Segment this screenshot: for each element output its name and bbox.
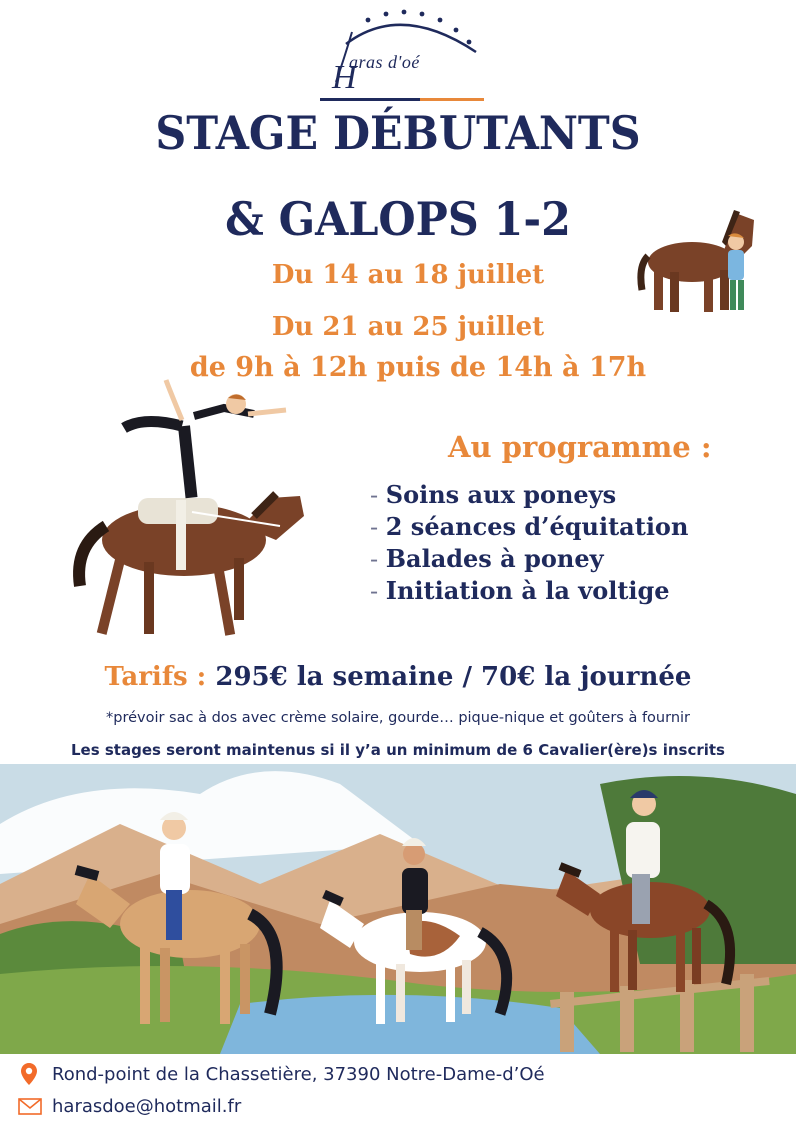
riding-scene-illustration: [0, 764, 796, 1054]
program-item: - Soins aux poneys: [370, 480, 617, 509]
logo-text: aras d'oé: [349, 52, 420, 72]
minimum-notice: Les stages seront maintenus si il y’a un minimum de 6 Cavalier(ère)s inscrits: [71, 741, 725, 759]
date-period-1: Du 14 au 18 juillet: [271, 260, 545, 290]
pricing: [0, 662, 796, 692]
logo-initial: H: [332, 59, 357, 96]
location-pin-icon: [20, 1062, 38, 1086]
pricing-value: 295€ la semaine / 70€ la journée: [215, 662, 692, 692]
vaulting-illustration: [64, 376, 316, 648]
hours: de 9h à 12h puis de 14h à 17h: [189, 352, 647, 383]
pricing-label: Tarifs :: [104, 662, 207, 692]
email-text[interactable]: harasdoe@hotmail.fr: [52, 1096, 242, 1117]
date-period-2: Du 21 au 25 juillet: [271, 312, 545, 342]
packing-note: *prévoir sac à dos avec crème solaire, gourde… pique-nique et goûters à fournir: [105, 710, 691, 726]
address-text: Rond-point de la Chassetière, 37390 Notre-Dame-d’Oé: [52, 1064, 545, 1085]
title-line-1: STAGE DÉBUTANTS: [155, 106, 641, 160]
program-item: - Initiation à la voltige: [370, 576, 670, 605]
program-title: Au programme :: [448, 430, 712, 464]
program-item: - 2 séances d’équitation: [370, 512, 689, 541]
pony-child-illustration: [634, 206, 762, 322]
program-item: - Balades à poney: [370, 544, 604, 573]
title-line-2: & GALOPS 1-2: [225, 192, 571, 246]
mail-icon: [18, 1098, 42, 1115]
